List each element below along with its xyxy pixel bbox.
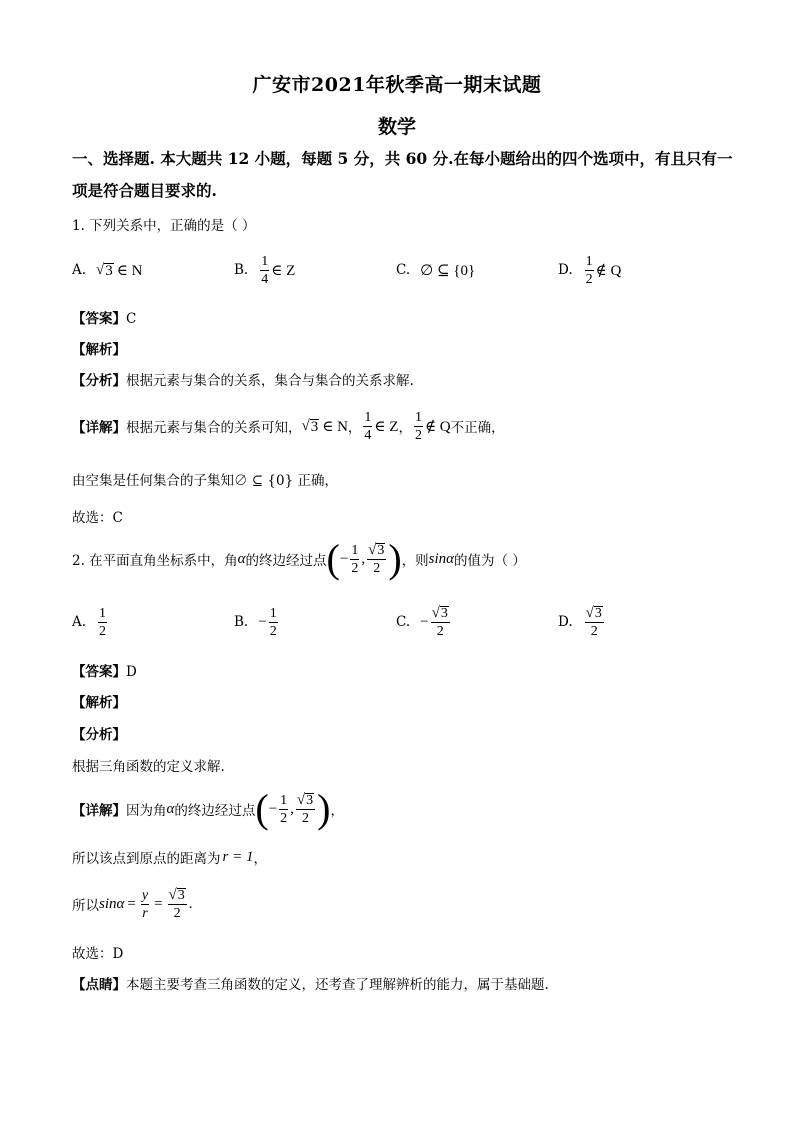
fraction-one-half: $\frac{1}{2}$: [99, 605, 107, 639]
fraction-one-half: $\frac{1}{2}$: [351, 542, 359, 576]
subject-title: 数学: [377, 116, 416, 138]
q1-option-c-label: C.: [396, 262, 411, 278]
q1-option-b-label: B.: [234, 262, 249, 278]
q2-option-d-label: D.: [558, 614, 573, 630]
fraction-sqrt3-half: √ 3 2: [168, 886, 185, 921]
q2-option-d: [558, 602, 606, 642]
fraction-one-quarter: $\frac{1}{4}$: [261, 253, 269, 287]
fraction-sqrt3-half: √ 3 2: [368, 541, 385, 576]
dianjing-tag: 【点睛】: [72, 977, 126, 993]
q2-option-b: B. − $\frac{1}{2}$: [234, 605, 277, 639]
q1-fenxi: 【分析】根据元素与集合的关系，集合与集合的关系求解.: [72, 373, 414, 389]
q2-option-a: [72, 602, 109, 642]
q1-option-a-rel: ∈ N: [116, 262, 143, 279]
fraction-sqrt3-half: √ 3 2: [585, 604, 602, 639]
section-heading-line2: 项是符合题目要求的.: [72, 181, 217, 200]
q1-option-d-rel: ∉ Q: [595, 262, 622, 279]
answer-value: C: [126, 311, 137, 327]
q2-fenxi-tag: 【分析】: [72, 727, 126, 743]
fraction-one-half: $\frac{1}{2}$: [280, 792, 288, 826]
q2-fenxi-text: 根据三角函数的定义求解.: [72, 759, 225, 775]
fraction-y-over-r: $\frac{y}{r}$: [141, 887, 149, 921]
q2-answer: [72, 660, 137, 680]
q1-xiangjie: 【详解】 根据元素与集合的关系可知， √ 3 ∈ N ， $\frac{1}{4}$ ∈ Z ， $\frac{1}{2}$ ∉ Q 不正确，: [72, 409, 505, 443]
sqrt-3: √ 3: [301, 417, 319, 435]
sqrt-3: √ 3: [96, 261, 113, 279]
q2-option-a-label: A.: [72, 614, 87, 630]
q2-choose: 故选：D: [72, 946, 124, 962]
q2-sin-line: 所以 sinα = $\frac{y}{r}$ = √ 3 2 .: [72, 886, 193, 921]
fraction-one-quarter: $\frac{1}{4}$: [364, 409, 372, 443]
q1-answer: [72, 307, 136, 327]
fraction-one-half: $\frac{1}{2}$: [414, 409, 422, 443]
q1-option-a: [72, 256, 142, 284]
q1-option-a-label: A.: [72, 262, 87, 278]
q1-jiexi-tag: 【解析】: [72, 342, 126, 358]
q2-dianjing: 【点睛】本题主要考查三角函数的定义，还考查了理解辨析的能力，属于基础题.: [72, 977, 549, 993]
xiangjie-tag: 【详解】: [72, 420, 126, 436]
q1-stem: 1. 下列关系中，正确的是（ ）: [72, 218, 256, 234]
answer-tag: 【答案】: [72, 664, 126, 680]
q1-option-c-expr: ∅ ⊆ {0}: [420, 262, 476, 279]
q2-xiangjie: 【详解】 因为角 α 的终边经过点 ( − $\frac{1}{2}$ , √ 3 2 ) ，: [72, 786, 344, 831]
q2-option-b-label: B.: [234, 614, 249, 630]
fenxi-tag: 【分析】: [72, 373, 126, 389]
q1-option-b-rel: ∈ Z: [271, 262, 296, 279]
fraction-one-half: $\frac{1}{2}$: [269, 605, 277, 639]
page-title: 广安市2021年秋季高一期末试题: [252, 74, 542, 96]
fraction-one-half: $\frac{1}{2}$: [585, 253, 593, 287]
q1-option-c: [396, 256, 475, 284]
answer-tag: 【答案】: [72, 311, 126, 327]
section-heading-line1: 一、选择题. 本大题共 12 小题，每题 5 分，共 60 分.在每小题给出的四个选项中，有且只有一: [72, 149, 733, 168]
xiangjie-tag: 【详解】: [72, 803, 126, 819]
q1-option-d: [558, 250, 621, 290]
q2-option-c-label: C.: [396, 614, 411, 630]
fraction-sqrt3-half: √ 3 2: [431, 604, 448, 639]
q1-choose: 故选：C: [72, 510, 123, 526]
q2-stem: 2. 在平面直角坐标系中，角 α 的终边经过点 ( − $\frac{1}{2}$ , √ 3 2 ) ，则 sinα 的值为（ ）: [72, 536, 526, 581]
q1-option-d-label: D.: [558, 262, 573, 278]
answer-value: D: [126, 664, 137, 680]
q2-option-c: C. − √ 3 2: [396, 604, 448, 639]
q2-jiexi-tag: 【解析】: [72, 695, 126, 711]
q2-distance-line: 所以该点到原点的距离为 r = 1 ，: [72, 848, 267, 867]
fraction-sqrt3-half: √ 3 2: [296, 791, 314, 826]
q1-option-b: [234, 250, 295, 290]
q1-empty-set-line: 由空集是任何集合的子集知∅ ⊆ {0} 正确，: [72, 473, 338, 489]
